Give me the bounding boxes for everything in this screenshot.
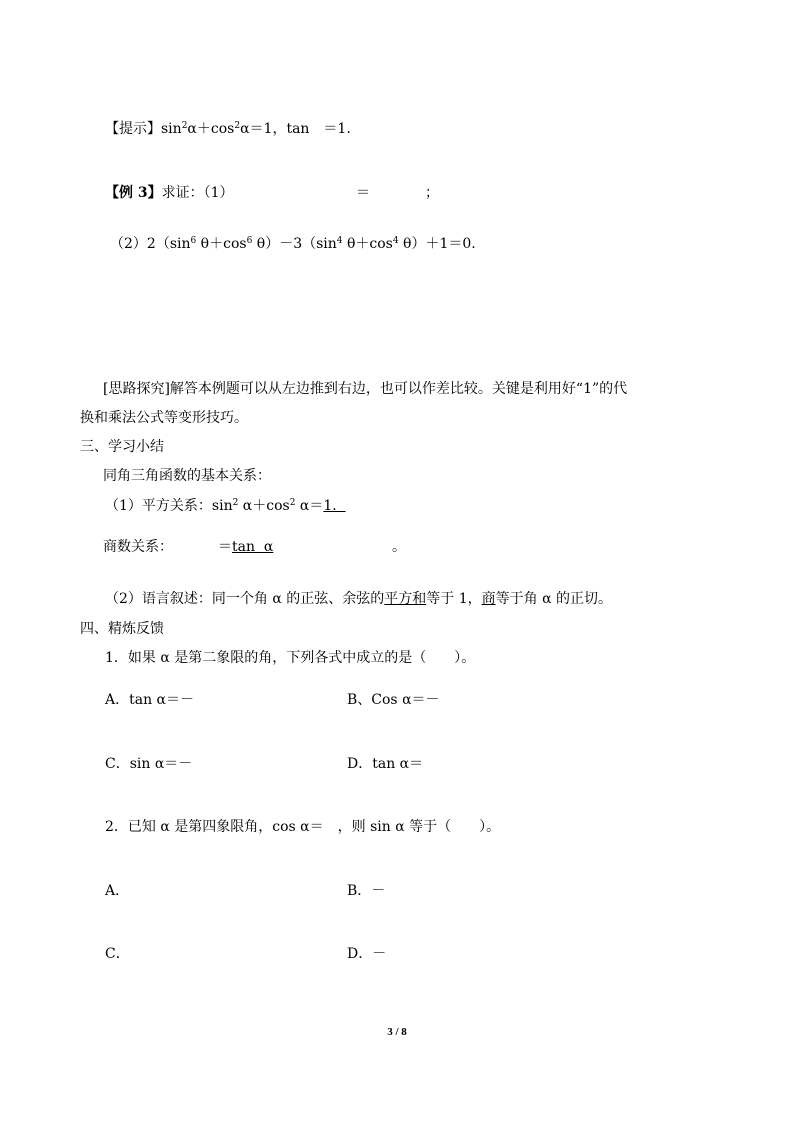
example3-tag: 【例 3】 [105, 185, 162, 201]
hint-sup-b: 2 [234, 121, 241, 131]
hint-text-c: α＝1，tan ＝1. [240, 121, 351, 137]
hint-line [105, 120, 351, 138]
verbal-a: （2）语言叙述：同一个角 α 的正弦、余弦的 [105, 591, 385, 607]
p2-b: θ＋cos [196, 236, 247, 252]
quotient-answer: tan α [232, 539, 274, 555]
p2-c: θ）－3（sin [252, 236, 337, 252]
quotient-eq: ＝ [218, 539, 232, 555]
p2-s1: 6 [190, 236, 197, 246]
summary-heading: 三、学习小结 [80, 439, 164, 455]
example3-equals: ＝ [356, 185, 370, 201]
quotient-label: 商数关系： [103, 539, 173, 555]
p2-s2: 6 [246, 236, 253, 246]
verbal-b: 等于 1， [426, 591, 482, 607]
quotient-formula [218, 538, 273, 556]
hint-sup-a: 2 [181, 121, 188, 131]
square-answer: 1. [323, 498, 346, 514]
page-number: 3 / 8 [387, 1026, 407, 1038]
explore-line-2: 换和乘法公式等变形技巧。 [80, 410, 248, 426]
square-a: （1）平方关系：sin [105, 498, 233, 514]
square-relation [105, 497, 346, 515]
q1-option-b: B、Cos α＝－ [347, 692, 440, 708]
p2-s4: 4 [392, 236, 399, 246]
q2-option-d: D．－ [347, 946, 387, 962]
q2-option-c: C． [105, 946, 130, 962]
quotient-end: 。 [392, 539, 406, 555]
square-c: α＝ [295, 498, 324, 514]
p2-d: θ＋cos [342, 236, 393, 252]
example3-line [105, 184, 234, 202]
practice-heading: 四、精炼反馈 [80, 621, 164, 637]
hint-text-b: α＋cos [187, 121, 235, 137]
verbal-c: 等于角 α 的正切。 [495, 591, 612, 607]
example3-intro: 求证：（1） [161, 185, 234, 201]
verbal-relation [105, 590, 612, 608]
question-2: 2．已知 α 是第四象限角，cos α＝ ，则 sin α 等于（ ）。 [105, 819, 501, 835]
q2-option-a: A． [105, 883, 130, 899]
verbal-u2: 商 [481, 591, 496, 607]
verbal-u1: 平方和 [384, 591, 427, 607]
q2-option-b: B．－ [347, 883, 386, 899]
hint-text-a: sin [161, 121, 182, 137]
q1-option-c: C．sin α＝－ [105, 756, 193, 772]
p2-e: θ）＋1＝0. [398, 236, 476, 252]
p2-a: （2）2（sin [110, 236, 191, 252]
question-1: 1．如果 α 是第二象限的角，下列各式中成立的是（ ）。 [105, 650, 476, 666]
p2-s3: 4 [336, 236, 343, 246]
example3-semicolon: ； [425, 185, 439, 201]
hint-tag: 【提示】 [105, 121, 161, 137]
square-s2: 2 [289, 498, 296, 508]
q1-option-a: A．tan α＝－ [105, 692, 195, 708]
example3-part2 [110, 235, 476, 253]
explore-line-1: [思路探究]解答本例题可以从左边推到右边，也可以作差比较。关键是利用好“1”的代 [103, 381, 628, 397]
square-b: α＋cos [238, 498, 290, 514]
square-s1: 2 [232, 498, 239, 508]
summary-sub: 同角三角函数的基本关系： [103, 468, 271, 484]
q1-option-d: D．tan α＝ [347, 756, 424, 772]
